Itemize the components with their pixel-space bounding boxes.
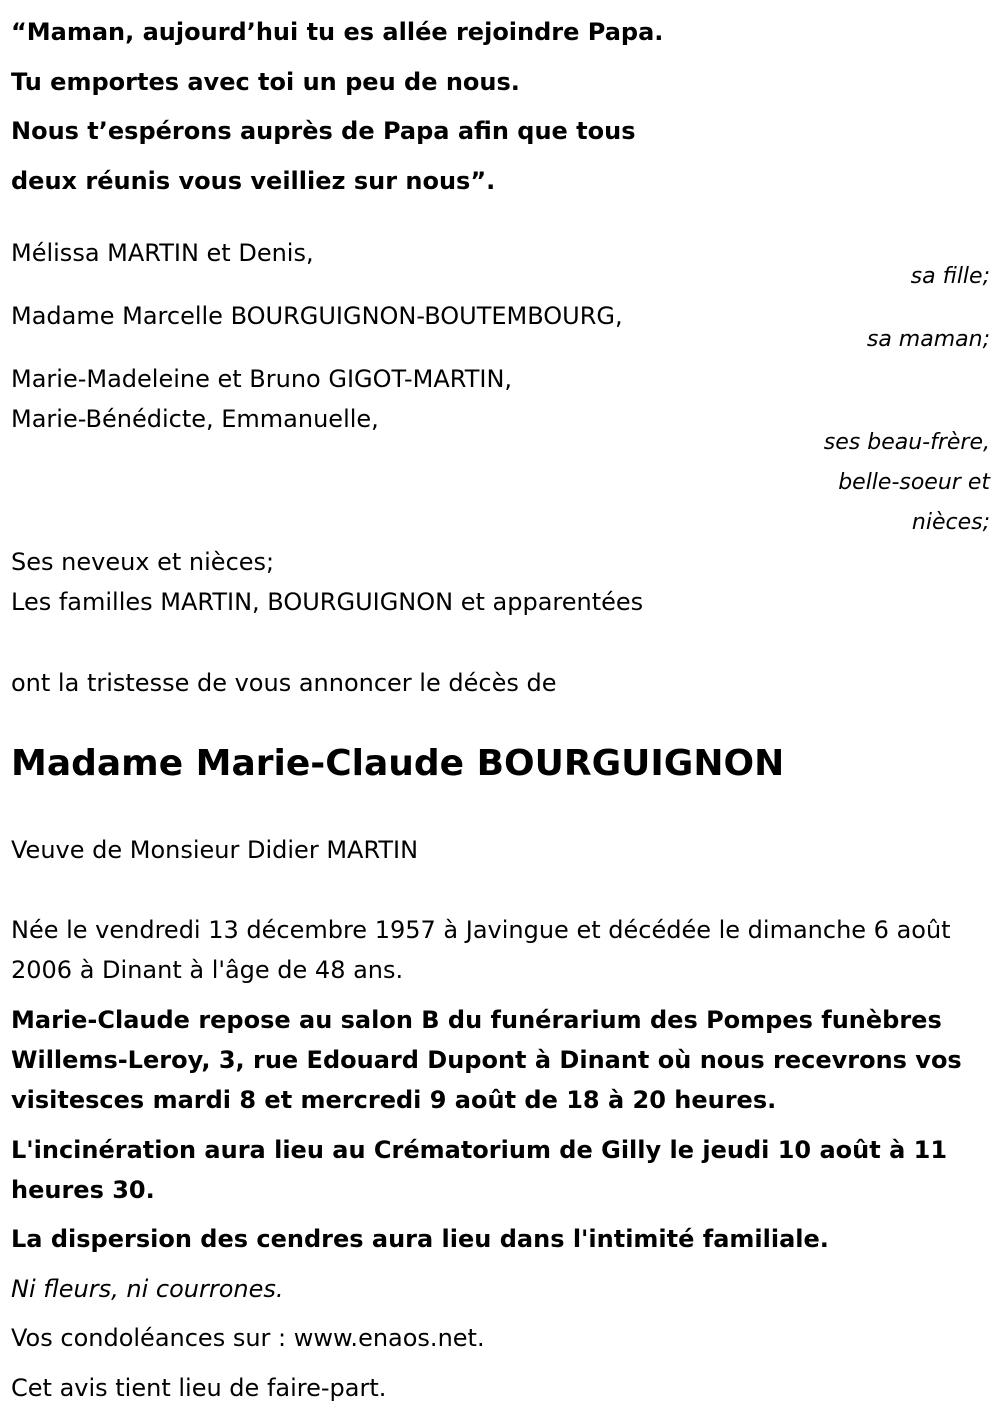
family-name-line: Marie-Madeleine et Bruno GIGOT-MARTIN,: [11, 365, 513, 393]
deceased-name: Madame Marie-Claude BOURGUIGNON: [11, 743, 785, 784]
family-names-inlaws: [11, 359, 512, 439]
cremation-text: L'incinération aura lieu au Crématorium de Gilly le jeudi 10 août à 11 heures 30.: [11, 1136, 948, 1204]
notice-text: Cet avis tient lieu de faire-part.: [11, 1374, 387, 1402]
quote-line: Tu emportes avec toi un peu de nous.: [11, 67, 520, 96]
family-name-line: Marie-Bénédicte, Emmanuelle,: [11, 405, 379, 433]
family-names-extended: [11, 542, 643, 622]
widow-of-text: Veuve de Monsieur Didier MARTIN: [11, 836, 419, 864]
quote-line: “Maman, aujourd’hui tu es allée rejoindre Papa.: [11, 18, 664, 46]
family-names-mother: [11, 296, 623, 336]
relation-line: nièces;: [911, 510, 990, 535]
birth-death-text: Née le vendredi 13 décembre 1957 à Javingue et décédée le dimanche 6 août 2006 à Dinant à l'âge de 48 ans.: [11, 916, 951, 984]
visitation-text: Marie-Claude repose au salon B du funérarium des Pompes funèbres Willems-Leroy, 3, rue Edouard Dupont à Dinant où nous recevrons vos visitesces mardi 8 et mercredi 9 août de 18 à 20 heures.: [11, 1006, 962, 1114]
quote-line: Nous t’espérons auprès de Papa afin que tous: [11, 117, 636, 145]
relation-daughter: [911, 257, 990, 297]
family-name-line: Madame Marcelle BOURGUIGNON-BOUTEMBOURG,: [11, 302, 623, 330]
family-name-line: Ses neveux et nièces;: [11, 548, 275, 576]
memorial-quote: [11, 8, 663, 206]
quote-line: deux réunis vous veilliez sur nous”.: [11, 166, 496, 195]
family-names-daughter: [11, 233, 314, 273]
relation-line: sa maman;: [866, 327, 990, 352]
relation-mother: [867, 320, 990, 360]
condolences-text: Vos condoléances sur : www.enaos.net.: [11, 1324, 485, 1352]
family-name-line: Mélissa MARTIN et Denis,: [11, 239, 314, 267]
relation-line: belle-soeur et: [838, 470, 990, 495]
family-name-line: Les familles MARTIN, BOURGUIGNON et apparentées: [11, 588, 644, 616]
ashes-text: La dispersion des cendres aura lieu dans l'intimité familiale.: [11, 1225, 829, 1253]
no-flowers-text: Ni fleurs, ni courrones.: [11, 1275, 284, 1303]
relation-inlaws: [824, 423, 990, 543]
relation-line: ses beau-frère,: [823, 430, 990, 455]
announcement-text: ont la tristesse de vous annoncer le décès de: [11, 669, 557, 697]
relation-line: sa fille;: [910, 264, 990, 289]
